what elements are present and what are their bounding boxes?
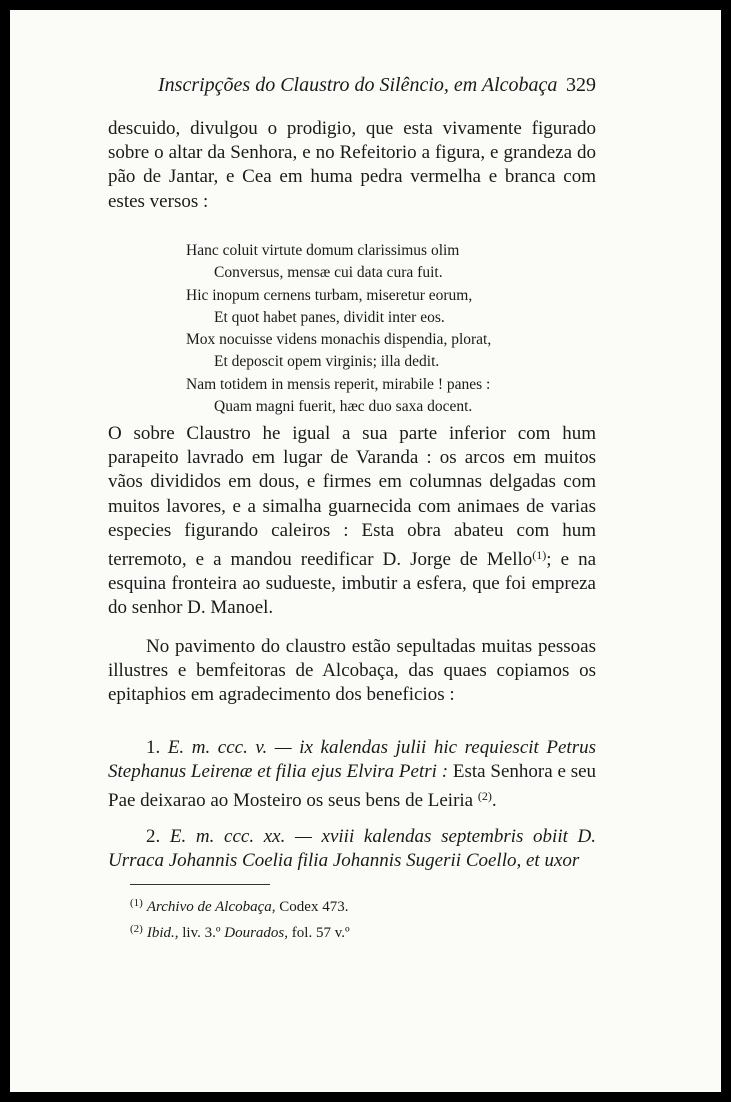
epitaph-number: 2. xyxy=(146,826,161,847)
verse-line: Conversus, mensæ cui data cura fuit. xyxy=(214,264,443,282)
latin-verse xyxy=(186,240,566,418)
paragraph-cloister xyxy=(108,422,596,621)
footnotes xyxy=(130,892,570,944)
footnote-source: Archivo de Alcobaça, xyxy=(146,899,276,915)
verse-line: Et deposcit opem virginis; illa dedit. xyxy=(214,353,440,371)
footnote-detail: Codex 473. xyxy=(275,899,349,915)
verse-line: Hanc coluit virtute domum clarissimus olim xyxy=(186,242,460,259)
epitaph-2 xyxy=(108,825,596,873)
page-number: 329 xyxy=(566,74,596,96)
epitaph-1 xyxy=(108,736,596,814)
verse-line: Et quot habet panes, dividit inter eos. xyxy=(214,308,445,326)
footnote-mark: (2) xyxy=(130,923,143,935)
paragraph-cloister-text: O sobre Claustro he igual a sua parte inferior com hum parapeito lavrado em lugar de Varanda : os arcos em muitos vãos divididos em dous, e firmes em columnas delgadas com muitos lavores, e a simalha guarnecida com animaes de varias especies figurando caleiros : Esta obra abateu com hum terremoto, e a mandou reedificar D. Jorge de Mello xyxy=(108,423,596,571)
epitaph-portuguese: Esta Senhora e seu Pae deixarao ao Mosteiro os seus bens de Leiria xyxy=(108,761,597,812)
verse-line: Mox nocuisse videns monachis dispendia, plorat, xyxy=(186,331,492,349)
paragraph-cloister-text-end: ; e na esquina fronteira ao sudueste, imbutir a esfera, que foi empreza do senhor D. Manoel. xyxy=(108,549,596,619)
footnote-rule xyxy=(130,884,270,885)
footnote xyxy=(130,892,570,918)
footnote-mark: (1) xyxy=(130,897,143,909)
footnote-source: Ibid., xyxy=(146,925,179,941)
epitaph-end: . xyxy=(491,790,497,812)
paragraph-continued: descuido, divulgou o prodigio, que esta vivamente figurado sobre o altar da Senhora, e no Refeitorio a figura, e grandeza do pão de Jantar, e Cea em huma pedra vermelha e branca com estes versos : xyxy=(108,118,596,212)
footnote-source-2: Dourados, xyxy=(224,925,289,941)
footnote-detail: liv. 3.º xyxy=(178,925,225,941)
running-header xyxy=(158,74,596,97)
epitaph-number: 1. xyxy=(146,737,161,758)
book-page xyxy=(10,10,721,1092)
epitaph-latin: E. m. ccc. v. — ix kalendas julii hic requiescit Petrus Stephanus Leirenæ et filia ejus Elvira Petri : xyxy=(108,737,596,783)
epitaph-latin: E. m. ccc. xx. — xviii kalendas septembris obiit D. Urraca Johannis Coelia filia Johannis Sugerii Coello, et uxor xyxy=(108,826,597,872)
footnote-ref: (2) xyxy=(477,789,492,804)
verse-line: Quam magni fuerit, hæc duo saxa docent. xyxy=(214,398,473,416)
footnote-ref: (1) xyxy=(532,548,547,563)
paragraph-pavement: No pavimento do claustro estão sepultadas muitas pessoas illustres e bemfeitoras de Alcobaça, das quaes copiamos os epitaphios em agradecimento dos beneficios : xyxy=(108,636,596,706)
footnote xyxy=(130,918,570,944)
running-title: Inscripções do Claustro do Silêncio, em Alcobaça xyxy=(158,74,558,96)
verse-line: Nam totidem in mensis reperit, mirabile ! panes : xyxy=(186,375,491,393)
verse-line: Hic inopum cernens turbam, miseretur eorum, xyxy=(186,286,473,304)
footnote-detail-2: fol. 57 v.º xyxy=(288,925,350,941)
